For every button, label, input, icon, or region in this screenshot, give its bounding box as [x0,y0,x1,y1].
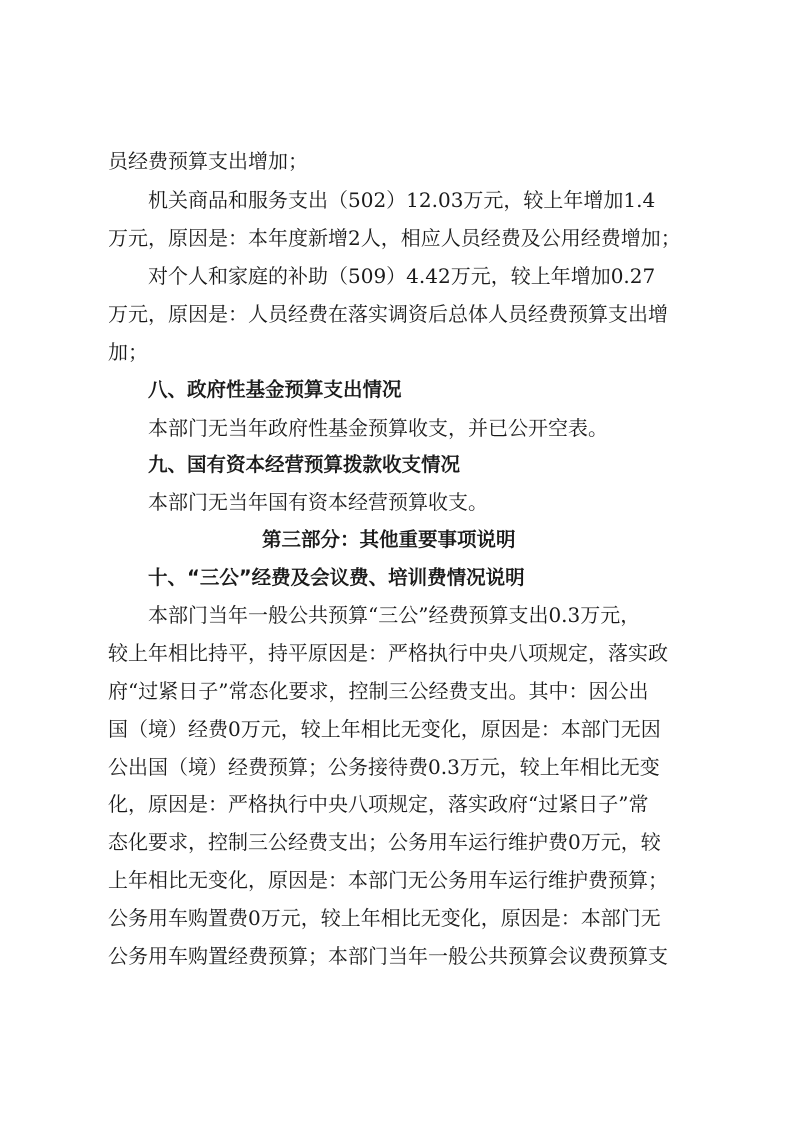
body-text-line: 公出国（境）经费预算；公务接待费0.3万元，较上年相比无变 [108,755,660,779]
body-text-line: 公务用车购置费0万元，较上年相比无变化，原因是：本部门无 [108,906,661,930]
body-text-line: 本部门当年一般公共预算“三公”经费预算支出0.3万元， [148,603,641,627]
body-text-line: 加； [108,340,148,364]
body-text-line: 公务用车购置经费预算；本部门当年一般公共预算会议费预算支 [108,944,668,968]
body-text-line: 本部门无当年政府性基金预算收支，并已公开空表。 [148,416,608,440]
body-text-line: 化，原因是：严格执行中央八项规定，落实政府“过紧日子”常 [108,792,649,816]
body-text-line: 较上年相比持平，持平原因是：严格执行中央八项规定，落实政 [108,641,668,665]
body-text-line: 上年相比无变化，原因是：本部门无公务用车运行维护费预算； [108,868,668,892]
body-text-line: 本部门无当年国有资本经营预算收支。 [148,490,488,514]
body-text-line: 态化要求，控制三公经费支出；公务用车运行维护费0万元，较 [108,830,661,854]
body-text-line: 府“过紧日子”常态化要求，控制三公经费支出。其中：因公出 [108,679,649,703]
section-heading: 八、政府性基金预算支出情况 [148,378,402,401]
body-text-line: 国（境）经费0万元，较上年相比无变化，原因是：本部门无因 [108,717,661,741]
section-heading: 十、“三公”经费及会议费、培训费情况说明 [148,566,525,589]
body-text-line: 对个人和家庭的补助（509）4.42万元，较上年增加0.27 [148,264,656,288]
body-text-line: 万元，原因是：本年度新增2人，相应人员经费及公用经费增加； [108,226,681,250]
body-text-line: 员经费预算支出增加； [108,149,308,173]
body-text-line: 万元，原因是：人员经费在落实调资后总体人员经费预算支出增 [108,302,668,326]
part-title: 第三部分：其他重要事项说明 [262,528,516,551]
body-text-line: 机关商品和服务支出（502）12.03万元，较上年增加1.4 [148,188,656,212]
section-heading: 九、国有资本经营预算拨款收支情况 [148,453,461,476]
